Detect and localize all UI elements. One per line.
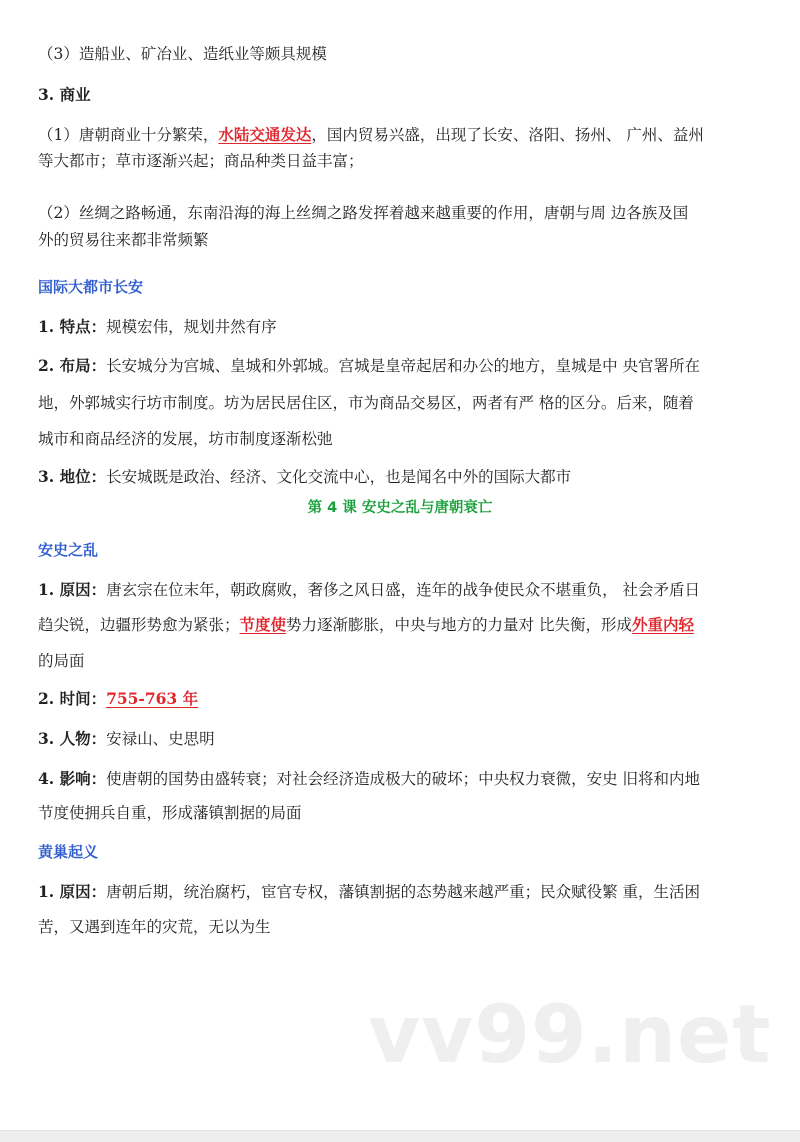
text-line: 等大都市；草市逐渐兴起；商品种类日益丰富； <box>38 152 364 170</box>
section-heading-changan: 国际大都市长安 <box>38 278 144 296</box>
text-line: 1. 特点：规模宏伟，规划井然有序 <box>38 317 277 336</box>
text-line: 苦，又遇到连年的灾荒，无以为生 <box>38 918 271 936</box>
text-line: 3. 地位：长安城既是政治、经济、文化交流中心，也是闻名中外的国际大都市 <box>38 467 572 486</box>
section-heading-huangchao: 黄巢起义 <box>38 843 99 861</box>
heading-commerce: 3. 商业 <box>38 85 91 104</box>
section-heading-anshi: 安史之乱 <box>38 541 99 559</box>
text-line: 城市和商品经济的发展，坊市制度逐渐松弛 <box>38 430 333 448</box>
highlight-keyword: 水陆交通发达 <box>218 125 312 144</box>
lesson-title: 第 4 课 安史之乱与唐朝衰亡 <box>307 500 493 516</box>
text-line: （3）造船业、矿冶业、造纸业等颇具规模 <box>38 45 327 63</box>
highlight-keyword: 755-763 年 <box>106 689 199 708</box>
text-line: 3. 人物：安禄山、史思明 <box>38 729 215 748</box>
text-line: 1. 原因：唐朝后期，统治腐朽，宦官专权，藩镇割据的态势越来越严重；民众赋役繁 重，生活困 <box>38 882 701 901</box>
highlight-keyword: 节度使 <box>239 615 287 634</box>
text-line: 趋尖锐，边疆形势愈为紧张；节度使势力逐渐膨胀，中央与地方的力量对 比失衡，形成外重内轻 <box>38 615 694 634</box>
text-line: 4. 影响：使唐朝的国势由盛转衰；对社会经济造成极大的破坏；中央权力衰微，安史 旧将和内地 <box>38 769 701 788</box>
text-line: （2）丝绸之路畅通，东南沿海的海上丝绸之路发挥着越来越重要的作用，唐朝与周 边各族及国 <box>38 204 689 222</box>
text-line: 2. 布局：长安城分为宫城、皇城和外郭城。宫城是皇帝起居和办公的地方，皇城是中 央官署所在 <box>38 356 701 375</box>
text-line: 地，外郭城实行坊市制度。坊为居民居住区，市为商品交易区，两者有严 格的区分。后来，随着 <box>38 394 694 412</box>
text-line: 1. 原因：唐玄宗在位末年，朝政腐败，奢侈之风日盛，连年的战争使民众不堪重负， 社会矛盾日 <box>38 580 701 599</box>
bottom-scroll-edge <box>0 1130 800 1142</box>
text-line: 外的贸易往来都非常频繁 <box>38 231 209 249</box>
highlight-keyword: 外重内轻 <box>631 615 694 634</box>
text-line: 2. 时间：755-763 年 <box>38 689 199 708</box>
text-line: 节度使拥兵自重，形成藩镇割据的局面 <box>38 804 302 822</box>
text-line: 的局面 <box>38 652 85 670</box>
watermark: vv99.net <box>368 988 772 1081</box>
text-line: （1）唐朝商业十分繁荣，水陆交通发达，国内贸易兴盛，出现了长安、洛阳、扬州、 广州、益州 <box>38 125 704 144</box>
